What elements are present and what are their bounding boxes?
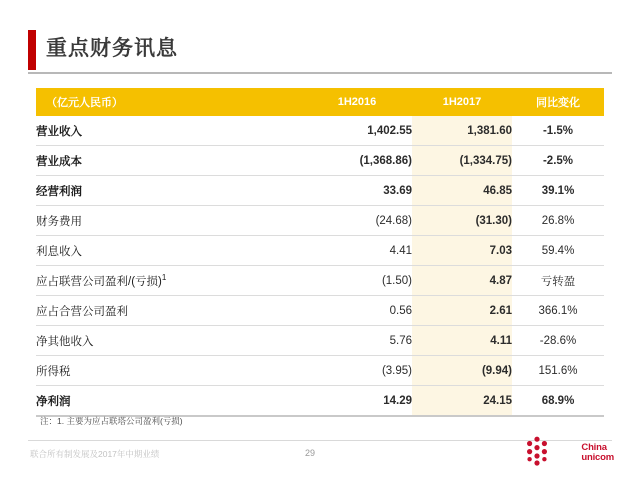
footer-caption: 联合所有制发展及2017年中期业绩 <box>30 449 160 459</box>
row-value-2016: 33.69 <box>302 176 412 206</box>
row-value-2017: 2.61 <box>412 296 512 326</box>
table-row <box>36 236 604 266</box>
row-value-2016: 5.76 <box>302 326 412 356</box>
row-value-2017: (31.30) <box>412 206 512 236</box>
logo-wordmark <box>581 443 614 462</box>
row-label: 财务费用 <box>36 206 302 236</box>
row-value-2017: 7.03 <box>412 236 512 266</box>
column-header-1h2017: 1H2017 <box>412 88 512 116</box>
table-row <box>36 326 604 356</box>
row-change: 亏转盈 <box>512 266 604 296</box>
row-change: 39.1% <box>512 176 604 206</box>
row-value-2016: (24.68) <box>302 206 412 236</box>
row-value-2017: 4.11 <box>412 326 512 356</box>
unicom-knot-icon <box>522 436 552 466</box>
row-label: 应占联营公司盈利/(亏损) <box>36 275 162 288</box>
table-header-row <box>36 88 604 116</box>
row-label-with-footnote <box>36 266 302 296</box>
table-row <box>36 296 604 326</box>
row-change: -28.6% <box>512 326 604 356</box>
row-change: 151.6% <box>512 356 604 386</box>
table-header <box>36 88 604 116</box>
row-change: 59.4% <box>512 236 604 266</box>
table-row <box>36 146 604 176</box>
row-value-2017: 24.15 <box>412 386 512 417</box>
row-value-2016: (1,368.86) <box>302 146 412 176</box>
china-unicom-logo <box>518 436 614 470</box>
row-value-2017: 1,381.60 <box>412 116 512 146</box>
page-number: 29 <box>305 448 316 458</box>
table-row <box>36 386 604 417</box>
row-value-2016: 4.41 <box>302 236 412 266</box>
row-value-2017: (1,334.75) <box>412 146 512 176</box>
row-change: 68.9% <box>512 386 604 417</box>
financial-table-container <box>36 88 604 417</box>
row-value-2017: 46.85 <box>412 176 512 206</box>
title-divider <box>28 72 612 74</box>
row-label: 应占合营公司盈利 <box>36 296 302 326</box>
row-value-2016: (3.95) <box>302 356 412 386</box>
row-change: 366.1% <box>512 296 604 326</box>
row-label: 利息收入 <box>36 236 302 266</box>
footnote-marker: 1 <box>161 272 167 282</box>
row-label: 净其他收入 <box>36 326 302 356</box>
row-value-2016: 1,402.55 <box>302 116 412 146</box>
row-value-2016: 0.56 <box>302 296 412 326</box>
row-label: 营业收入 <box>36 116 302 146</box>
column-header-1h2016: 1H2016 <box>302 88 412 116</box>
table-row <box>36 266 604 296</box>
row-label: 营业成本 <box>36 146 302 176</box>
financial-table <box>36 88 604 417</box>
row-change: -2.5% <box>512 146 604 176</box>
title-accent-bar <box>28 30 36 70</box>
table-row <box>36 356 604 386</box>
table-row <box>36 176 604 206</box>
row-change: -1.5% <box>512 116 604 146</box>
footnote-text: 注：1. 主要为应占联塔公司盈利(亏损) <box>40 416 183 426</box>
logo-line-1: China <box>581 442 607 453</box>
row-change: 26.8% <box>512 206 604 236</box>
logo-line-2: unicom <box>581 451 614 463</box>
row-label: 经营利润 <box>36 176 302 206</box>
row-value-2016: (1.50) <box>302 266 412 296</box>
table-row <box>36 206 604 236</box>
row-label: 净利润 <box>36 386 302 417</box>
column-header-change: 同比变化 <box>512 88 604 116</box>
slide-title-bar <box>0 30 640 74</box>
table-row <box>36 116 604 146</box>
table-body <box>36 116 604 416</box>
page-title: 重点财务讯息 <box>46 37 178 60</box>
column-header-label: （亿元人民币） <box>36 88 302 116</box>
row-value-2017: (9.94) <box>412 356 512 386</box>
row-value-2017: 4.87 <box>412 266 512 296</box>
row-value-2016: 14.29 <box>302 386 412 417</box>
row-label: 所得税 <box>36 356 302 386</box>
